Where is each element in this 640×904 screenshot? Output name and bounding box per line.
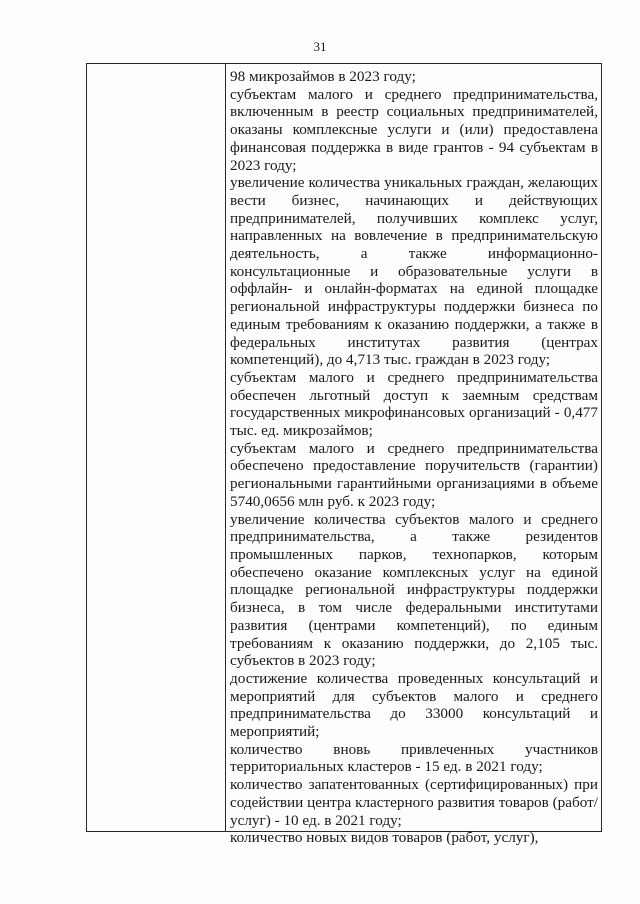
result-item: количество вновь привлеченных участников территориальных кластеров - 15 ед. в 2021 году; bbox=[230, 740, 598, 776]
result-item: количество запатентованных (сертифицированных) при содействии центра кластерного развития товаров (работ/услуг) - 10 ед. в 2021 году; bbox=[230, 776, 598, 829]
result-item: увеличение количества субъектов малого и среднего предпринимательства, а также резидентов промышленных парков, технопарков, которым обеспечено оказание комплексных услуг на единой площадке региональной инфраструктуры поддержки бизнеса, в том числе федеральными институтами развития (центрами компетенций), по единым требованиям к оказанию поддержки, до 2,105 тыс. субъектов в 2023 году; bbox=[230, 510, 598, 670]
column-divider bbox=[225, 64, 226, 831]
result-item: 98 микрозаймов в 2023 году; bbox=[230, 68, 416, 85]
document-table bbox=[86, 63, 602, 847]
result-item-continued: количество новых видов товаров (работ, услуг), bbox=[230, 829, 539, 847]
result-item: субъектам малого и среднего предпринимательства обеспечен льготный доступ к заемным средствам государственных микрофинансовых организаций - 0,477 тыс. ед. микрозаймов; bbox=[230, 368, 598, 440]
result-item: субъектам малого и среднего предпринимательства, включенным в реестр социальных предпринимателей, оказаны комплексные услуги и (или) предоставлена финансовая поддержка в виде грантов - 94 субъектам в 2023 году; bbox=[230, 85, 598, 174]
result-item: субъектам малого и среднего предпринимательства обеспечено предоставление поручительств (гарантии) региональными гарантийными организациями в объеме 5740,0656 млн руб. к 2023 году; bbox=[230, 439, 598, 510]
result-item: увеличение количества уникальных граждан, желающих вести бизнес, начинающих и действующих предпринимателей, получивших комплекс услуг, направленных на вовлечение в предпринимательскую деятельность, а также информационно-консультационные и образовательные услуги в оффлайн- и онлайн-форматах на единой площадке региональной инфраструктуры поддержки бизнеса по единым требованиям к оказанию поддержки, а также в федеральных институтах развития (центрах компетенций), до 4,713 тыс. граждан в 2023 году; bbox=[230, 174, 598, 369]
page-number: 31 bbox=[313, 39, 327, 54]
result-item: достижение количества проведенных консультаций и мероприятий для субъектов малого и среднего предпринимательства до 33000 консультаций и мероприятий; bbox=[230, 669, 598, 741]
results-cell bbox=[230, 68, 598, 847]
